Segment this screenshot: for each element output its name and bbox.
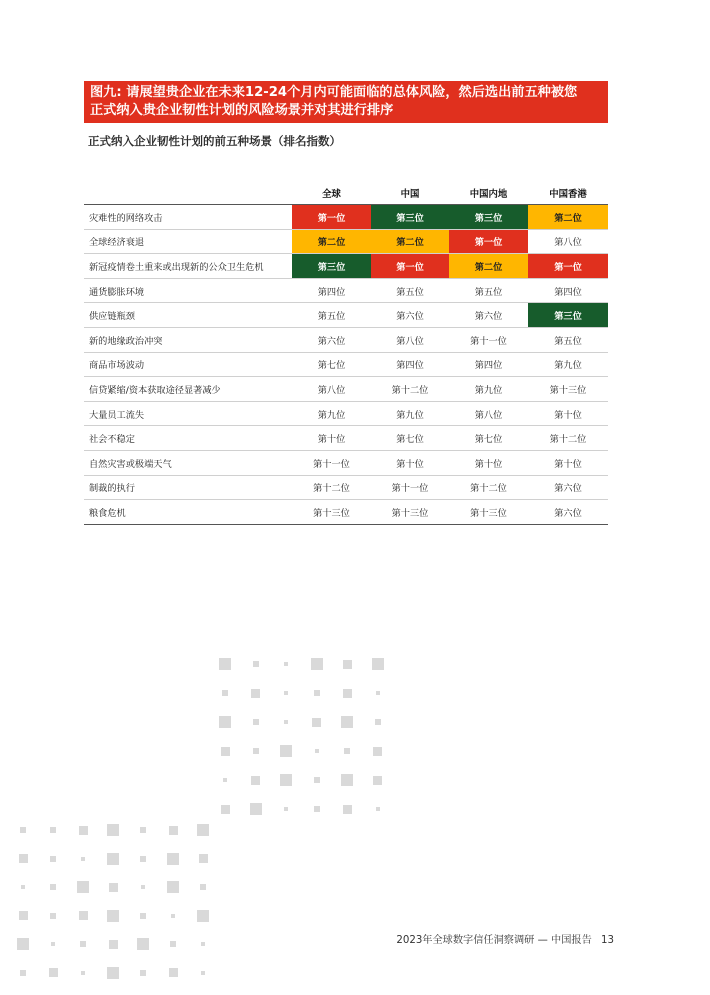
decorative-square [372,658,384,670]
rank-cell: 第四位 [528,278,608,303]
decorative-square [107,853,119,865]
decorative-square [51,942,55,946]
rank-cell: 第六位 [292,327,371,352]
header-mainland: 中国内地 [469,189,508,200]
decorative-square [140,827,146,833]
decorative-square [80,941,86,947]
decorative-square [137,938,149,950]
header-hongkong: 中国香港 [549,189,587,200]
decorative-square [50,884,56,890]
decorative-square [170,941,176,947]
table-row [84,500,608,525]
rank-cell: 第四位 [371,352,449,377]
rank-cell: 第七位 [292,352,371,377]
rank-cell: 第九位 [528,352,608,377]
header-risk [84,182,292,205]
rank-cell: 第十二位 [528,426,608,451]
decorative-square [200,884,206,890]
rank-cell: 第十位 [449,450,528,475]
rank-cell: 第六位 [528,475,608,500]
decorative-square [17,938,29,950]
risk-label: 信贷紧缩/资本获取途径显著减少 [84,377,292,402]
rank-cell: 第九位 [371,401,449,426]
rank-cell: 第十三位 [371,500,449,525]
decorative-square [50,913,56,919]
rank-cell: 第十一位 [449,327,528,352]
rank-cell: 第六位 [371,303,449,328]
decorative-square [199,854,208,863]
rank-cell: 第二位 [528,205,608,230]
rank-cell: 第七位 [371,426,449,451]
decorative-square [312,718,321,727]
decorative-square [341,774,353,786]
table-row [84,303,608,328]
decorative-square [223,778,227,782]
decorative-square [344,748,350,754]
decorative-square [169,968,178,977]
decorative-square [373,776,382,785]
rank-cell: 第八位 [528,229,608,254]
decorative-square [140,913,146,919]
rank-cell: 第十二位 [292,475,371,500]
decorative-square [109,940,118,949]
header-global: 全球 [322,189,341,200]
decorative-square [107,824,119,836]
rank-cell: 第八位 [292,377,371,402]
risk-label: 全球经济衰退 [84,229,292,254]
rank-cell: 第五位 [292,303,371,328]
decorative-square [197,910,209,922]
footer-report-title: 2023年全球数字信任洞察调研 — 中国报告 [396,935,592,946]
decorative-square [109,883,118,892]
decorative-square [253,719,259,725]
decorative-square [375,719,381,725]
page-footer [396,931,614,946]
decorative-square [19,854,28,863]
ranking-table [84,182,608,525]
decorative-square [315,749,319,753]
rank-cell: 第十一位 [371,475,449,500]
page-number: 13 [601,935,614,946]
decorative-square [314,806,320,812]
rank-cell: 第十二位 [449,475,528,500]
decorative-square [50,856,56,862]
decorative-square [280,745,292,757]
rank-cell: 第二位 [292,229,371,254]
risk-label: 新冠疫情卷土重来或出现新的公众卫生危机 [84,254,292,279]
risk-label: 新的地缘政治冲突 [84,327,292,352]
table-row [84,377,608,402]
figure-title-line-1: 图九: 请展望贵企业在未来12-24个月内可能面临的总体风险，然后选出前五种被您 [90,85,578,100]
risk-label: 大量员工流失 [84,401,292,426]
rank-cell: 第十位 [292,426,371,451]
rank-cell: 第五位 [371,278,449,303]
risk-label: 供应链瓶颈 [84,303,292,328]
decorative-square [222,690,228,696]
table-body [84,205,608,525]
rank-cell: 第十三位 [528,377,608,402]
decorative-square [20,970,26,976]
decorative-square [169,826,178,835]
rank-cell: 第八位 [449,401,528,426]
decorative-square [21,885,25,889]
header-china: 中国 [400,189,420,200]
decorative-square [221,747,230,756]
rank-cell: 第十一位 [292,450,371,475]
table-row [84,352,608,377]
decorative-square [251,689,260,698]
decorative-square [250,803,262,815]
decorative-square [251,776,260,785]
decorative-square [343,805,352,814]
rank-cell: 第六位 [449,303,528,328]
risk-label: 通货膨胀环境 [84,278,292,303]
rank-cell: 第九位 [449,377,528,402]
risk-label: 社会不稳定 [84,426,292,451]
decorative-square [77,881,89,893]
decorative-square [81,971,85,975]
rank-cell: 第十位 [528,450,608,475]
decorative-square [376,691,380,695]
rank-cell: 第九位 [292,401,371,426]
rank-cell: 第五位 [528,327,608,352]
table-row [84,401,608,426]
decorative-square [20,827,26,833]
decorative-square [107,967,119,979]
decorative-square [140,970,146,976]
decorative-square [341,716,353,728]
decorative-square [221,805,230,814]
figure-title-line-2: 正式纳入贵企业韧性计划的风险场景并对其进行排序 [90,103,394,118]
rank-cell: 第一位 [371,254,449,279]
risk-label: 制裁的执行 [84,475,292,500]
decorative-square [197,824,209,836]
risk-label: 商品市场波动 [84,352,292,377]
table-row [84,254,608,279]
decorative-square [79,911,88,920]
decorative-square [253,661,259,667]
rank-cell: 第三位 [371,205,449,230]
rank-cell: 第七位 [449,426,528,451]
table-row [84,205,608,230]
rank-cell: 第一位 [449,229,528,254]
rank-cell: 第一位 [528,254,608,279]
decorative-square [219,658,231,670]
decorative-square [167,881,179,893]
rank-cell: 第一位 [292,205,371,230]
decorative-square [284,662,288,666]
rank-cell: 第三位 [449,205,528,230]
rank-cell: 第五位 [449,278,528,303]
decorative-square [140,856,146,862]
decorative-square [79,826,88,835]
rank-cell: 第四位 [292,278,371,303]
decorative-square [376,807,380,811]
decorative-square [171,914,175,918]
decorative-square [167,853,179,865]
rank-cell: 第三位 [292,254,371,279]
risk-label: 粮食危机 [84,500,292,525]
decorative-square [311,658,323,670]
decorative-square [219,716,231,728]
decorative-square [141,885,145,889]
decorative-square [343,660,352,669]
decorative-square [50,827,56,833]
table-row [84,229,608,254]
rank-cell: 第二位 [371,229,449,254]
table-row [84,450,608,475]
decorative-square [81,857,85,861]
rank-cell: 第十二位 [371,377,449,402]
table-row [84,278,608,303]
table-row [84,426,608,451]
decorative-square [284,720,288,724]
decorative-square [373,747,382,756]
decorative-square [314,777,320,783]
decorative-square [314,690,320,696]
rank-cell: 第三位 [528,303,608,328]
table-row [84,327,608,352]
rank-cell: 第六位 [528,500,608,525]
table-row [84,475,608,500]
rank-cell: 第四位 [449,352,528,377]
decorative-square [201,971,205,975]
decorative-square [343,689,352,698]
figure-title [84,81,608,123]
rank-cell: 第十三位 [449,500,528,525]
decorative-square [49,968,58,977]
rank-cell: 第十位 [371,450,449,475]
decorative-square [107,910,119,922]
decorative-square [284,691,288,695]
figure-subtitle: 正式纳入企业韧性计划的前五种场景（排名指数） [88,134,341,148]
rank-cell: 第十三位 [292,500,371,525]
decorative-square [201,942,205,946]
decorative-square [253,748,259,754]
table-header-row [84,182,608,205]
rank-cell: 第十位 [528,401,608,426]
rank-cell: 第二位 [449,254,528,279]
risk-label: 灾难性的网络攻击 [84,205,292,230]
decorative-square [280,774,292,786]
decorative-square [19,911,28,920]
decorative-square [284,807,288,811]
risk-label: 自然灾害或极端天气 [84,450,292,475]
rank-cell: 第八位 [371,327,449,352]
